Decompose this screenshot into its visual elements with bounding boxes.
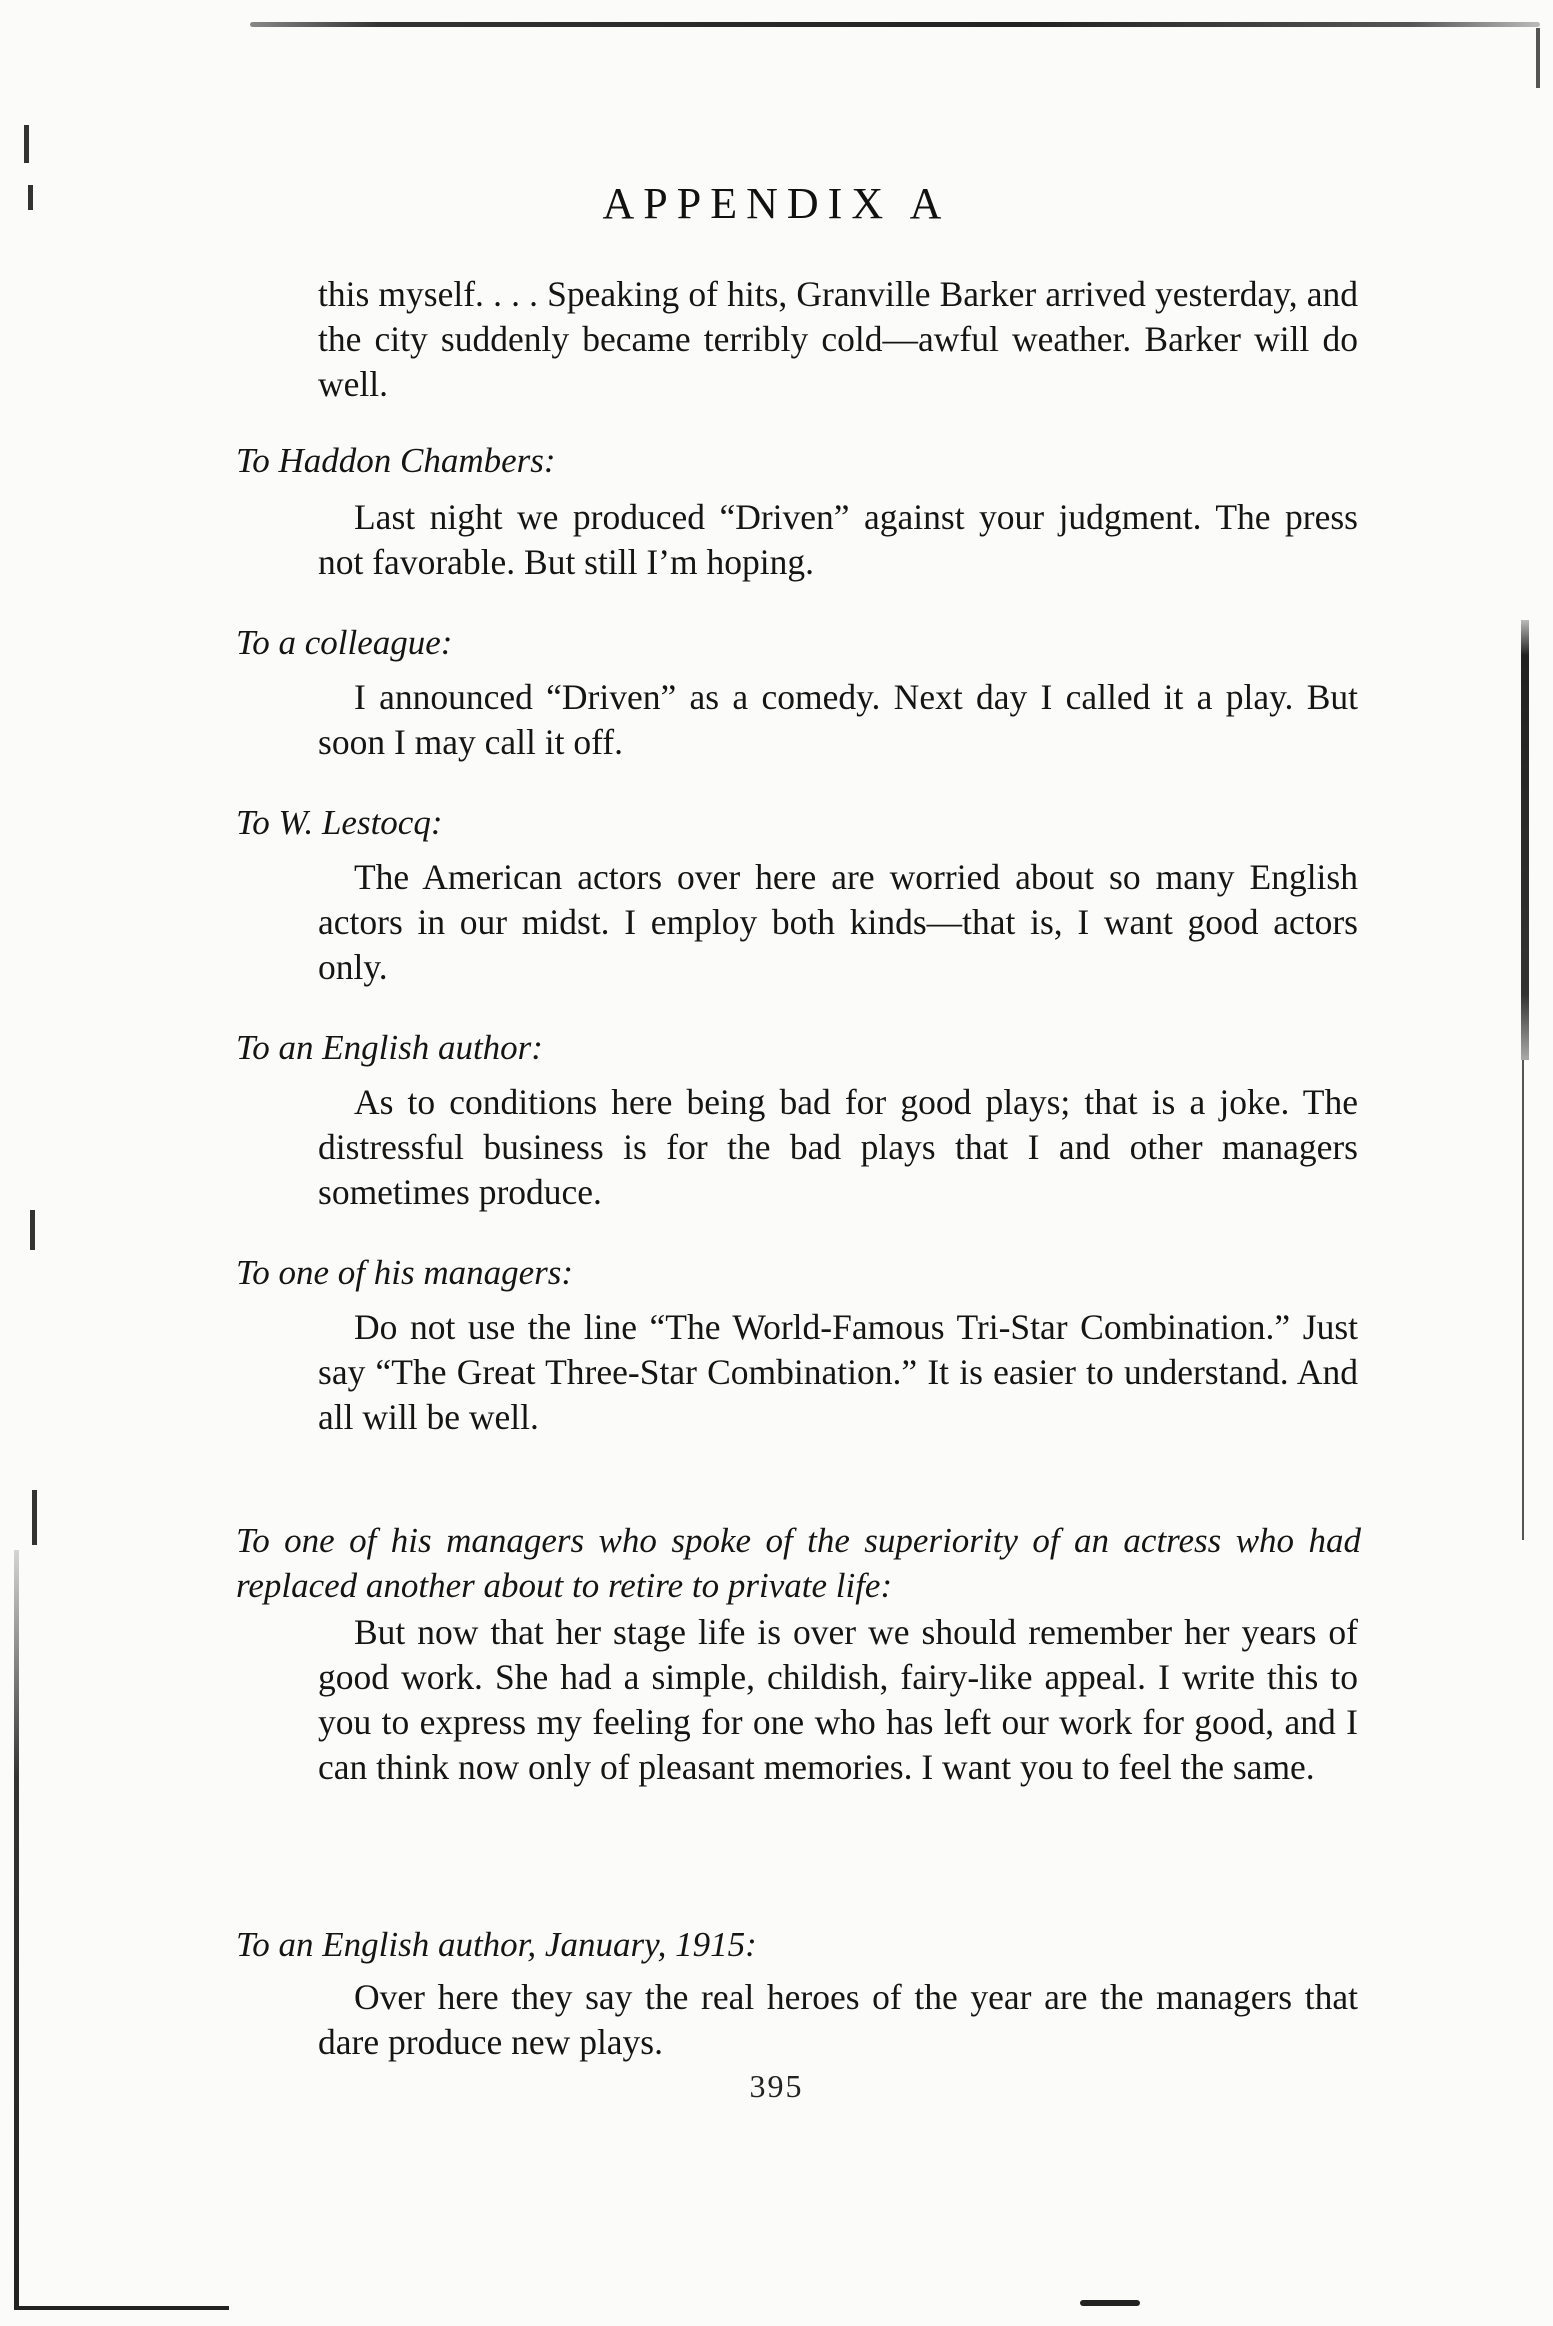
scan-left-mark <box>30 1210 35 1250</box>
letter-body: Last night we produced “Driven” against your judgment. The press not favorable. But still I’m hoping. <box>318 497 1358 582</box>
scan-left-edge <box>14 1550 19 2310</box>
letter-body: I announced “Driven” as a comedy. Next day I called it a play. But soon I may call it off. <box>318 677 1358 762</box>
letter-recipient: To a colleague: <box>236 623 453 662</box>
letter-body: But now that her stage life is over we should remember her years of good work. She had a simple, childish, fairy-like appeal. I write this to you to express my feeling for one who has left our work for good, and I can think now only of pleasant memories. I want you to feel the same. <box>318 1612 1358 1787</box>
letter-recipient: To an English author: <box>236 1028 543 1067</box>
scan-right-line <box>1522 1060 1524 1540</box>
letter-body: Do not use the line “The World-Famous Tri-Star Combination.” Just say “The Great Three-Star Combination.” It is easier to understand. And all will be well. <box>318 1307 1358 1437</box>
scan-bottom-edge <box>14 2306 229 2310</box>
page-number: 395 <box>749 2068 804 2104</box>
letter-body: The American actors over here are worried about so many English actors in our midst. I employ both kinds—that is, I want good actors only. <box>318 857 1358 987</box>
letter-recipient: To W. Lestocq: <box>236 803 443 842</box>
letter-recipient: To Haddon Chambers: <box>236 441 556 480</box>
continuation-paragraph: this myself. . . . Speaking of hits, Granville Barker arrived yesterday, and the city suddenly became terribly cold—awful weather. Barker will do well. <box>318 274 1358 404</box>
letter-body: Over here they say the real heroes of the year are the managers that dare produce new plays. <box>318 1977 1358 2062</box>
letter-body: As to conditions here being bad for good plays; that is a joke. The distressful business is for the bad plays that I and other managers sometimes produce. <box>318 1082 1358 1212</box>
letter-recipient-text: To one of his managers who spoke of the superiority of an actress who had replaced another about to retire to private life: <box>236 1521 1361 1605</box>
scan-left-mark <box>32 1490 37 1545</box>
scan-bottom-mark <box>1080 2300 1140 2306</box>
letter-recipient: To an English author, January, 1915: <box>236 1925 757 1964</box>
scan-right-shadow <box>1521 620 1529 1060</box>
scan-top-edge <box>250 22 1540 27</box>
letter-recipient <box>236 1518 1361 1608</box>
letter-recipient: To one of his managers: <box>236 1253 574 1292</box>
scan-corner-mark <box>1536 28 1540 88</box>
running-header: APPENDIX A <box>602 179 951 228</box>
scan-left-mark <box>24 125 29 163</box>
